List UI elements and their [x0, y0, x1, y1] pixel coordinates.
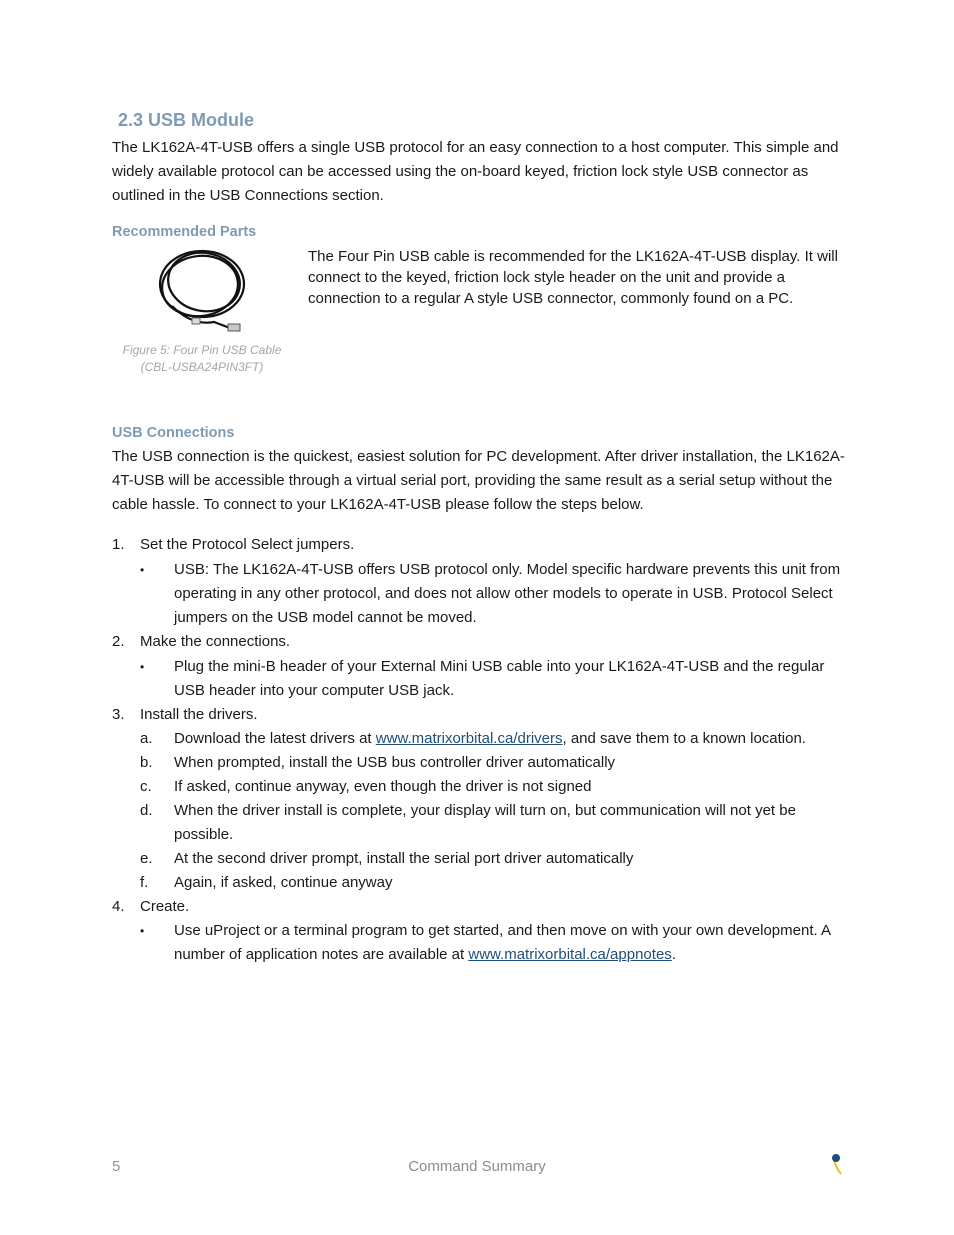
sub-item-text: Plug the mini-B header of your External Mini USB cable into your LK162A-4T-USB and the regular USB header into your computer USB jack.	[174, 658, 825, 699]
bullet-marker: •	[140, 563, 145, 577]
sub-item-text: USB: The LK162A-4T-USB offers USB protocol only. Model specific hardware prevents this unit from operating in any other protocol, and does not allow other models to operate in USB. Protocol Select jumpers on the USB model cannot be moved.	[174, 561, 841, 626]
step-sub-item	[112, 558, 847, 630]
sub-item-letter: c.	[140, 778, 152, 795]
sub-item-text: When the driver install is complete, your display will turn on, but communication will not yet be possible.	[174, 802, 796, 843]
usb-cable-figure	[112, 244, 292, 376]
bullet-marker: •	[140, 924, 145, 938]
sub-item-text	[174, 730, 806, 747]
step-item	[112, 630, 847, 654]
step-item	[112, 533, 847, 557]
drivers-link[interactable]: www.matrixorbital.ca/drivers	[375, 730, 563, 747]
figure-caption	[112, 342, 292, 376]
step-number: 1.	[112, 536, 125, 553]
sub-item-letter: f.	[140, 874, 149, 891]
intro-paragraph: The LK162A-4T-USB offers a single USB protocol for an easy connection to a host computer. This simple and widely available protocol can be accessed using the on-board keyed, friction lock style USB connector as outlined in the USB Connections section.	[112, 139, 839, 204]
step-item	[112, 703, 847, 727]
step-sub-item	[112, 847, 847, 871]
appnotes-link[interactable]: www.matrixorbital.ca/appnotes	[468, 946, 672, 963]
bullet-marker: •	[140, 660, 145, 674]
step-sub-item	[112, 799, 847, 847]
steps-list	[112, 533, 847, 967]
sub-item-letter: e.	[140, 850, 153, 867]
footer-title: Command Summary	[408, 1158, 546, 1175]
step-sub-item	[112, 775, 847, 799]
sub-item-text-pre: Use uProject or a terminal program to get started, and then move on with your own development. A number of application notes are available at	[174, 922, 831, 963]
step-text: Set the Protocol Select jumpers.	[140, 536, 355, 553]
cable-description: The Four Pin USB cable is recommended for the LK162A-4T-USB display. It will connect to the keyed, friction lock style header on the unit and provide a connection to a regular A style USB connector, commonly found on a PC.	[308, 248, 838, 307]
step-number: 4.	[112, 898, 125, 915]
step-sub-item	[112, 727, 847, 751]
sub-item-text-pre: Download the latest drivers at	[174, 730, 376, 747]
sub-item-letter: a.	[140, 730, 153, 747]
sub-item-text: Again, if asked, continue anyway	[174, 874, 393, 891]
footer-page-number: 5	[112, 1158, 121, 1175]
sub-item-letter: d.	[140, 802, 153, 819]
sub-item-text: If asked, continue anyway, even though the driver is not signed	[174, 778, 592, 795]
sub-item-text	[174, 922, 830, 963]
step-sub-item	[112, 919, 847, 967]
step-text: Create.	[140, 898, 190, 915]
sub-item-text-post: , and save them to a known location.	[562, 730, 806, 747]
step-text: Install the drivers.	[140, 706, 258, 723]
figure-caption-line1: Figure 5: Four Pin USB Cable	[122, 343, 282, 357]
step-sub-item	[112, 655, 847, 703]
sub-item-text-post: .	[671, 946, 676, 963]
sub-item-letter: b.	[140, 754, 153, 771]
step-number: 3.	[112, 706, 125, 723]
step-number: 2.	[112, 633, 125, 650]
sub-item-text: At the second driver prompt, install the serial port driver automatically	[174, 850, 634, 867]
usb-connections-paragraph: The USB connection is the quickest, easiest solution for PC development. After driver installation, the LK162A-4T-USB will be accessible through a virtual serial port, providing the same result as a serial setup without the cable hassle. To connect to your LK162A-4T-USB please follow the steps below.	[112, 448, 845, 513]
step-text: Make the connections.	[140, 633, 291, 650]
sub-item-text: When prompted, install the USB bus controller driver automatically	[174, 754, 616, 771]
step-sub-item	[112, 871, 847, 895]
usb-cable-image	[152, 244, 252, 336]
step-sub-item	[112, 751, 847, 775]
usb-connections-heading: USB Connections	[112, 425, 235, 441]
section-title: 2.3 USB Module	[118, 110, 255, 130]
matrix-orbital-logo-icon	[826, 1150, 846, 1176]
step-item	[112, 895, 847, 919]
recommended-parts-heading: Recommended Parts	[112, 224, 257, 240]
figure-caption-line2: (CBL-USBA24PIN3FT)	[140, 360, 264, 374]
